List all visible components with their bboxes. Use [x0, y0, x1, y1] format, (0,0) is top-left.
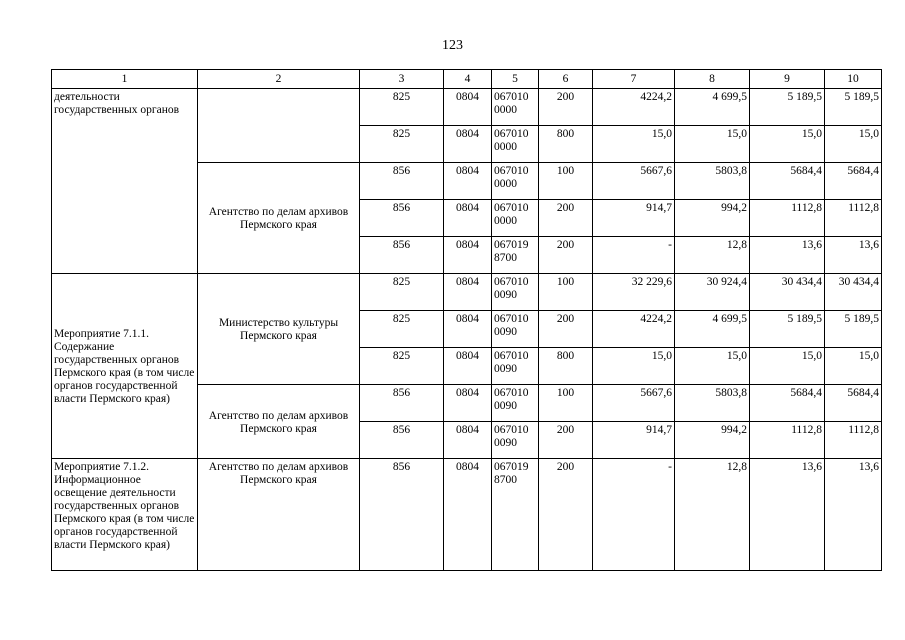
value-col8-cell: 4 699,5: [675, 311, 750, 348]
target-code-cell: 067010 0090: [492, 348, 539, 385]
value-col10-cell: 5 189,5: [825, 89, 882, 126]
page-number: 123: [442, 38, 463, 53]
target-code-cell: 067019 8700: [492, 237, 539, 274]
column-header: 3: [360, 70, 444, 89]
value-col7-cell: -: [593, 237, 675, 274]
value-col10-cell: 13,6: [825, 459, 882, 571]
column-header: 1: [52, 70, 198, 89]
expense-type-cell: 800: [539, 348, 593, 385]
measure-description-cell: Мероприятие 7.1.2. Информационное освещение деятельности государственных органов Пермского края (в том числе органов государственной власти Пермского края): [52, 459, 198, 571]
target-code-cell: 067010 0090: [492, 274, 539, 311]
value-col8-cell: 994,2: [675, 422, 750, 459]
target-code-cell: 067010 0000: [492, 126, 539, 163]
value-col7-cell: 914,7: [593, 200, 675, 237]
budget-table: [51, 69, 882, 571]
measure-description-cell: деятельности государственных органов: [52, 89, 198, 274]
measure-description-cell: Мероприятие 7.1.1. Содержание государственных органов Пермского края (в том числе органов государственной власти Пермского края): [52, 274, 198, 459]
grbs-code-cell: 825: [360, 89, 444, 126]
grbs-code-cell: 856: [360, 163, 444, 200]
value-col8-cell: 15,0: [675, 348, 750, 385]
value-col9-cell: 13,6: [750, 237, 825, 274]
section-code-cell: 0804: [444, 311, 492, 348]
executor-cell: Министерство культуры Пермского края: [198, 274, 360, 385]
section-code-cell: 0804: [444, 348, 492, 385]
value-col10-cell: 5684,4: [825, 385, 882, 422]
value-col7-cell: -: [593, 459, 675, 571]
table-row: [52, 274, 882, 311]
target-code-cell: 067010 0090: [492, 311, 539, 348]
section-code-cell: 0804: [444, 459, 492, 571]
section-code-cell: 0804: [444, 126, 492, 163]
value-col7-cell: 4224,2: [593, 89, 675, 126]
target-code-cell: 067010 0090: [492, 422, 539, 459]
value-col7-cell: 5667,6: [593, 163, 675, 200]
value-col7-cell: 15,0: [593, 348, 675, 385]
target-code-cell: 067010 0000: [492, 163, 539, 200]
expense-type-cell: 200: [539, 237, 593, 274]
column-header: 2: [198, 70, 360, 89]
value-col7-cell: 5667,6: [593, 385, 675, 422]
grbs-code-cell: 856: [360, 459, 444, 571]
column-header: 8: [675, 70, 750, 89]
value-col9-cell: 15,0: [750, 348, 825, 385]
section-code-cell: 0804: [444, 385, 492, 422]
value-col10-cell: 15,0: [825, 126, 882, 163]
value-col8-cell: 15,0: [675, 126, 750, 163]
column-header: 10: [825, 70, 882, 89]
expense-type-cell: 200: [539, 422, 593, 459]
value-col10-cell: 30 434,4: [825, 274, 882, 311]
value-col9-cell: 15,0: [750, 126, 825, 163]
section-code-cell: 0804: [444, 200, 492, 237]
executor-cell: Агентство по делам архивов Пермского края: [198, 163, 360, 274]
column-header: 6: [539, 70, 593, 89]
value-col8-cell: 4 699,5: [675, 89, 750, 126]
grbs-code-cell: 856: [360, 385, 444, 422]
value-col10-cell: 15,0: [825, 348, 882, 385]
value-col8-cell: 12,8: [675, 237, 750, 274]
section-code-cell: 0804: [444, 274, 492, 311]
column-header: 9: [750, 70, 825, 89]
target-code-cell: 067010 0090: [492, 385, 539, 422]
grbs-code-cell: 825: [360, 311, 444, 348]
target-code-cell: 067010 0000: [492, 200, 539, 237]
grbs-code-cell: 825: [360, 348, 444, 385]
table-row: [52, 459, 882, 571]
value-col9-cell: 30 434,4: [750, 274, 825, 311]
value-col9-cell: 1112,8: [750, 422, 825, 459]
value-col9-cell: 5 189,5: [750, 89, 825, 126]
header-row: [52, 70, 882, 89]
executor-cell: [198, 89, 360, 163]
section-code-cell: 0804: [444, 89, 492, 126]
value-col10-cell: 5684,4: [825, 163, 882, 200]
expense-type-cell: 100: [539, 274, 593, 311]
value-col8-cell: 994,2: [675, 200, 750, 237]
column-header: 7: [593, 70, 675, 89]
expense-type-cell: 200: [539, 311, 593, 348]
value-col9-cell: 5 189,5: [750, 311, 825, 348]
value-col8-cell: 30 924,4: [675, 274, 750, 311]
section-code-cell: 0804: [444, 163, 492, 200]
value-col9-cell: 5684,4: [750, 163, 825, 200]
grbs-code-cell: 856: [360, 237, 444, 274]
column-header: 4: [444, 70, 492, 89]
value-col9-cell: 5684,4: [750, 385, 825, 422]
value-col10-cell: 13,6: [825, 237, 882, 274]
expense-type-cell: 200: [539, 200, 593, 237]
table-row: [52, 89, 882, 126]
value-col7-cell: 15,0: [593, 126, 675, 163]
value-col7-cell: 4224,2: [593, 311, 675, 348]
value-col8-cell: 12,8: [675, 459, 750, 571]
value-col10-cell: 1112,8: [825, 422, 882, 459]
value-col8-cell: 5803,8: [675, 163, 750, 200]
grbs-code-cell: 856: [360, 422, 444, 459]
grbs-code-cell: 825: [360, 274, 444, 311]
value-col8-cell: 5803,8: [675, 385, 750, 422]
executor-cell: Агентство по делам архивов Пермского края: [198, 459, 360, 571]
expense-type-cell: 200: [539, 89, 593, 126]
value-col10-cell: 1112,8: [825, 200, 882, 237]
executor-cell: Агентство по делам архивов Пермского края: [198, 385, 360, 459]
grbs-code-cell: 856: [360, 200, 444, 237]
value-col7-cell: 32 229,6: [593, 274, 675, 311]
column-header: 5: [492, 70, 539, 89]
value-col9-cell: 1112,8: [750, 200, 825, 237]
expense-type-cell: 200: [539, 459, 593, 571]
target-code-cell: 067010 0000: [492, 89, 539, 126]
section-code-cell: 0804: [444, 237, 492, 274]
expense-type-cell: 100: [539, 163, 593, 200]
value-col9-cell: 13,6: [750, 459, 825, 571]
value-col10-cell: 5 189,5: [825, 311, 882, 348]
value-col7-cell: 914,7: [593, 422, 675, 459]
expense-type-cell: 100: [539, 385, 593, 422]
grbs-code-cell: 825: [360, 126, 444, 163]
expense-type-cell: 800: [539, 126, 593, 163]
section-code-cell: 0804: [444, 422, 492, 459]
target-code-cell: 067019 8700: [492, 459, 539, 571]
